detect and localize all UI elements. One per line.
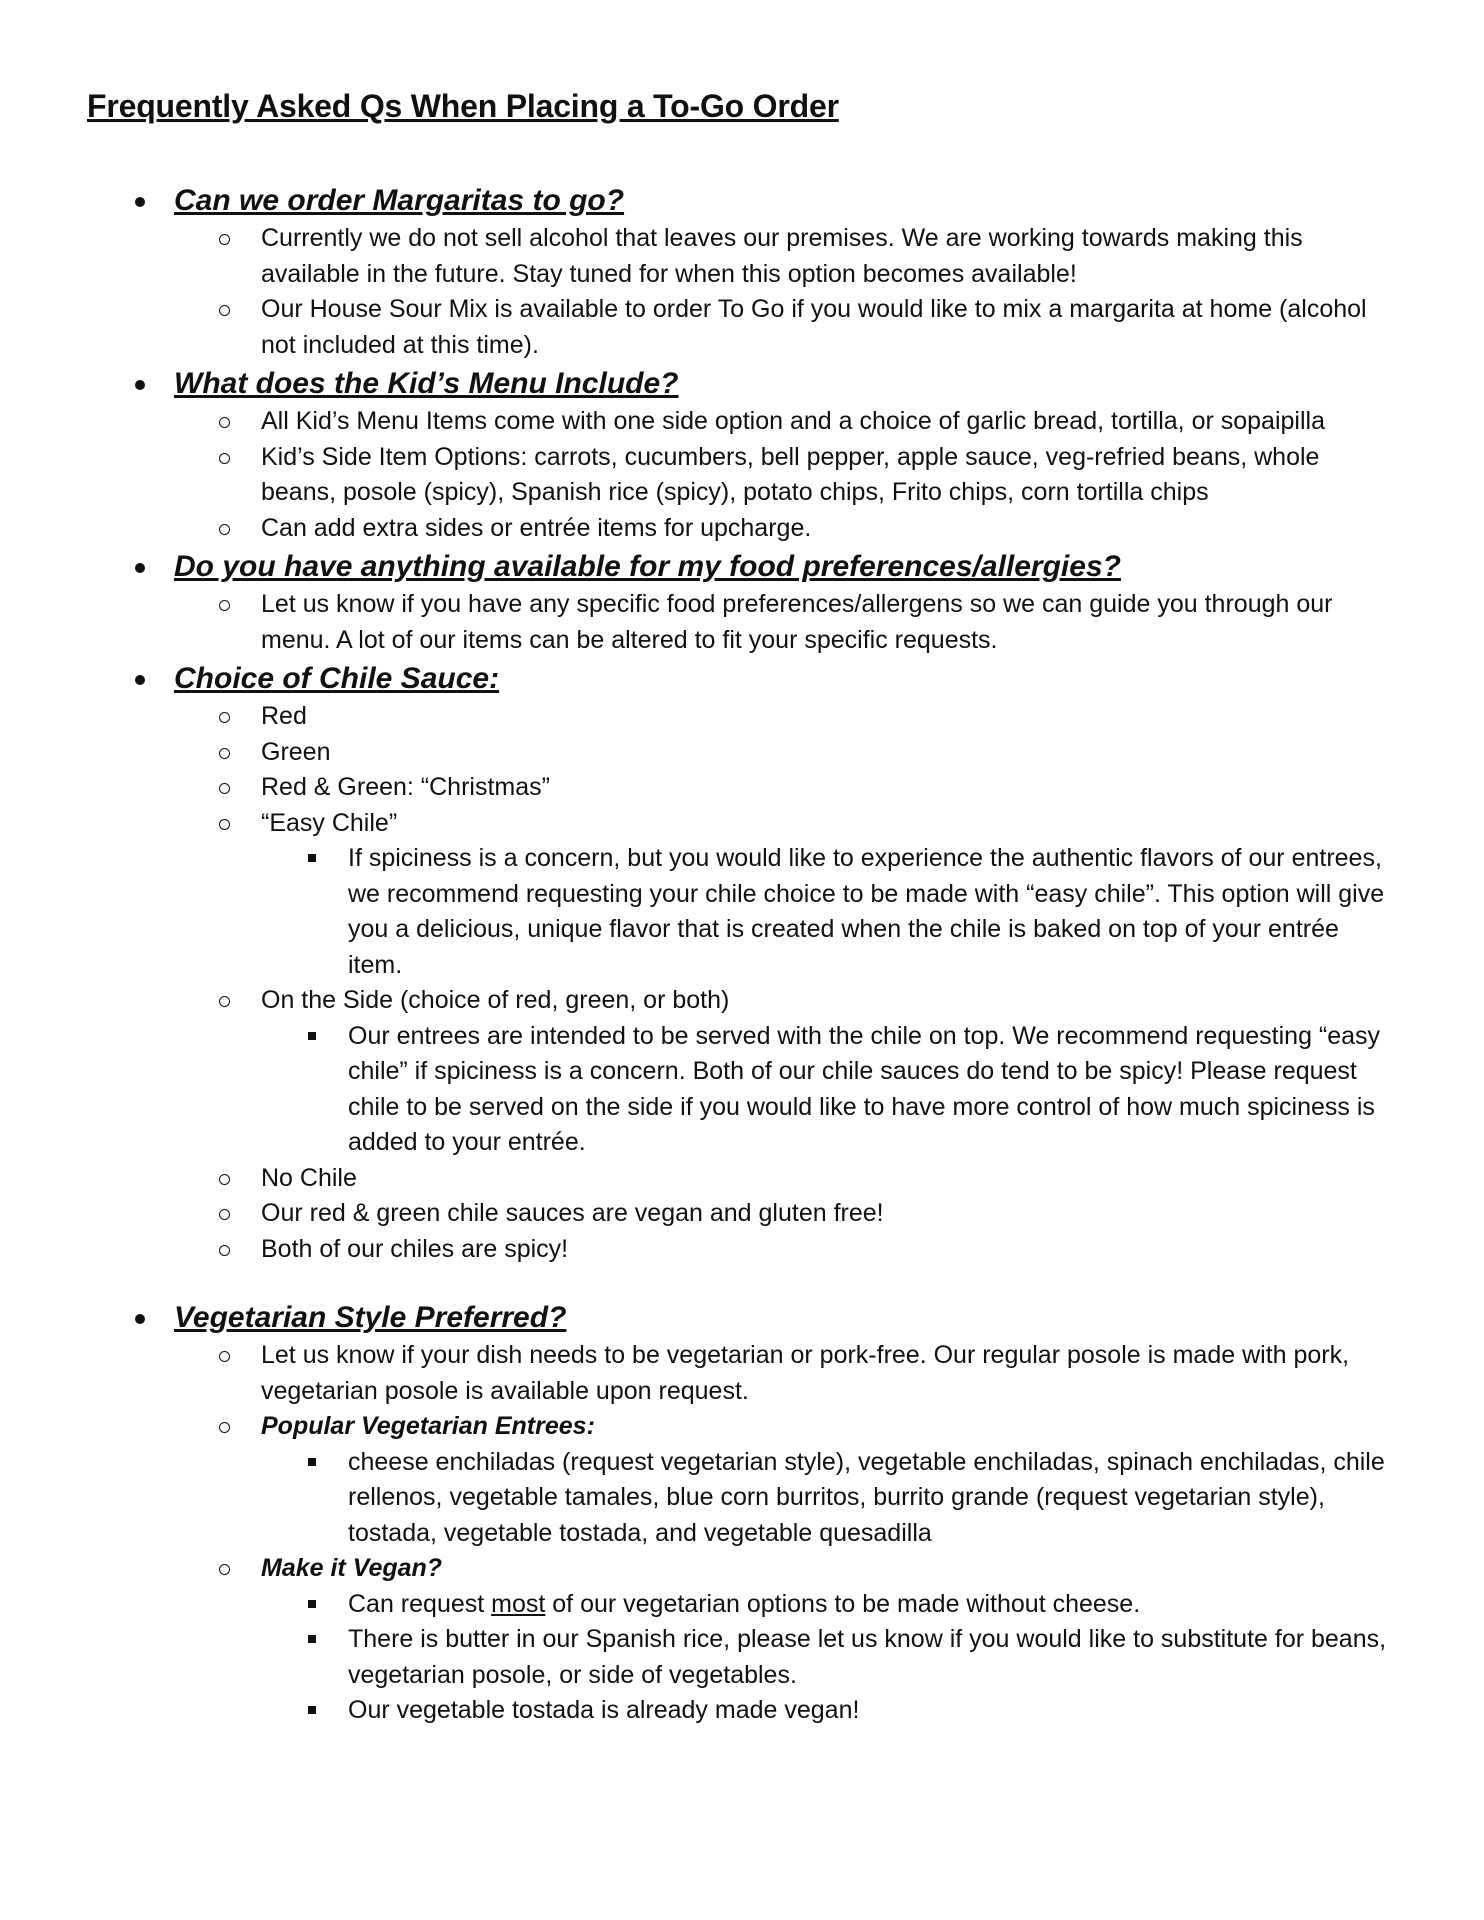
bullet-dot-icon <box>135 563 145 573</box>
bullet-circle-icon <box>219 234 230 245</box>
answer-subheading: Popular Vegetarian Entrees: <box>261 1412 595 1440</box>
bullet-circle-icon <box>219 417 230 428</box>
page-title: Frequently Asked Qs When Placing a To-Go Order <box>87 88 839 124</box>
sub-answer-text-start: Can request <box>348 1589 492 1618</box>
bullet-circle-icon <box>219 748 230 759</box>
sub-answer-text: Our entrees are intended to be served with the chile on top. We recommend requesting “easy chile” if spiciness is a concern. Both of our chile sauces do tend to be spicy! Please request chile to be served on the side if you would like to have more control of how much spiciness is added to your entrée. <box>348 1021 1381 1156</box>
faq-answer <box>0 511 1484 547</box>
faq-answer <box>0 440 1484 511</box>
bullet-circle-icon <box>219 1564 230 1575</box>
faq-answer <box>0 983 1484 1019</box>
sub-answer-text: Our vegetable tostada is already made vegan! <box>348 1696 860 1724</box>
faq-sub-answer <box>0 1019 1484 1161</box>
answer-text: Both of our chiles are spicy! <box>261 1234 569 1263</box>
sub-answer-text-end: of our vegetarian options to be made without cheese. <box>545 1589 1141 1618</box>
answer-text: Let us know if your dish needs to be vegetarian or pork-free. Our regular posole is made with pork, vegetarian posole is available upon request. <box>261 1341 1350 1405</box>
answer-text: “Easy Chile” <box>261 808 398 837</box>
bullet-circle-icon <box>219 1209 230 1220</box>
bullet-circle-icon <box>219 453 230 464</box>
section-spacer <box>0 1267 1484 1297</box>
answer-text: Let us know if you have any specific food preferences/allergens so we can guide you through our menu. A lot of our items can be altered to fit your specific requests. <box>261 590 1333 654</box>
faq-answer <box>0 1232 1484 1268</box>
faq-question <box>0 1297 1484 1338</box>
faq-answer <box>0 1196 1484 1232</box>
faq-answer <box>0 1409 1484 1445</box>
answer-text: Can add extra sides or entrée items for upcharge. <box>261 513 812 542</box>
sub-answer-emphasis: most <box>491 1589 546 1618</box>
faq-sub-answer <box>0 1693 1484 1729</box>
question-text: Do you have anything available for my food preferences/allergies? <box>174 550 1121 583</box>
faq-answer <box>0 221 1484 292</box>
faq-list <box>0 180 1484 1729</box>
bullet-circle-icon <box>219 600 230 611</box>
answer-text: All Kid’s Menu Items come with one side option and a choice of garlic bread, tortilla, or sopaipilla <box>261 407 1325 435</box>
question-text: Choice of Chile Sauce: <box>174 662 500 695</box>
answer-text: Our red & green chile sauces are vegan and gluten free! <box>261 1199 884 1227</box>
sub-answer-text: There is butter in our Spanish rice, please let us know if you would like to substitute for beans, vegetarian posole, or side of vegetables. <box>348 1625 1387 1689</box>
answer-text: Kid’s Side Item Options: carrots, cucumbers, bell pepper, apple sauce, veg-refried beans, whole beans, posole (spicy), Spanish rice (spicy), potato chips, Frito chips, corn tortilla chips <box>261 442 1320 506</box>
faq-answer <box>0 404 1484 440</box>
faq-sub-answer <box>0 1587 1484 1623</box>
bullet-square-icon <box>308 1458 316 1466</box>
faq-sub-answer <box>0 1445 1484 1552</box>
bullet-circle-icon <box>219 1422 230 1433</box>
bullet-circle-icon <box>219 712 230 723</box>
answer-text: On the Side (choice of red, green, or both) <box>261 986 730 1014</box>
bullet-square-icon <box>308 1635 316 1643</box>
faq-answer <box>0 699 1484 735</box>
faq-answer <box>0 1551 1484 1587</box>
faq-answer <box>0 1338 1484 1409</box>
answer-text: No Chile <box>261 1163 357 1192</box>
faq-answer <box>0 1161 1484 1197</box>
bullet-circle-icon <box>219 783 230 794</box>
bullet-circle-icon <box>219 305 230 316</box>
bullet-dot-icon <box>135 197 145 207</box>
faq-question <box>0 363 1484 404</box>
bullet-square-icon <box>308 1032 316 1040</box>
bullet-square-icon <box>308 1706 316 1714</box>
faq-answer <box>0 770 1484 806</box>
faq-sub-answer <box>0 1622 1484 1693</box>
question-text: Vegetarian Style Preferred? <box>174 1301 567 1334</box>
answer-subheading: Make it Vegan? <box>261 1554 443 1582</box>
faq-answer <box>0 587 1484 658</box>
answer-text: Red <box>261 702 307 730</box>
faq-question <box>0 546 1484 587</box>
faq-question <box>0 658 1484 699</box>
bullet-square-icon <box>308 854 316 862</box>
answer-text: Our House Sour Mix is available to order To Go if you would like to mix a margarita at home (alcohol not included at this time). <box>261 295 1367 359</box>
bullet-circle-icon <box>219 819 230 830</box>
bullet-dot-icon <box>135 1314 145 1324</box>
bullet-circle-icon <box>219 1174 230 1185</box>
answer-text: Currently we do not sell alcohol that leaves our premises. We are working towards making this available in the future. Stay tuned for when this option becomes available! <box>261 224 1303 288</box>
bullet-dot-icon <box>135 380 145 390</box>
bullet-circle-icon <box>219 1245 230 1256</box>
bullet-circle-icon <box>219 1351 230 1362</box>
question-text: Can we order Margaritas to go? <box>174 184 625 217</box>
sub-answer-text: If spiciness is a concern, but you would like to experience the authentic flavors of our entrees, we recommend requesting your chile choice to be made with “easy chile”. This option will give you a delicious, unique flavor that is created when the chile is baked on top of your entrée item. <box>348 844 1385 979</box>
bullet-circle-icon <box>219 996 230 1007</box>
sub-answer-text: cheese enchiladas (request vegetarian style), vegetable enchiladas, spinach enchiladas, chile rellenos, vegetable tamales, blue corn burritos, burrito grande (request vegetarian style), tostada, vegetable tostada, and vegetable quesadilla <box>348 1447 1385 1547</box>
bullet-square-icon <box>308 1600 316 1608</box>
bullet-circle-icon <box>219 524 230 535</box>
faq-answer <box>0 806 1484 842</box>
faq-answer <box>0 735 1484 771</box>
faq-answer <box>0 292 1484 363</box>
answer-text: Green <box>261 737 331 766</box>
bullet-dot-icon <box>135 675 145 685</box>
faq-question <box>0 180 1484 221</box>
faq-sub-answer <box>0 841 1484 983</box>
answer-text: Red & Green: “Christmas” <box>261 773 550 801</box>
question-text: What does the Kid’s Menu Include? <box>174 367 679 400</box>
